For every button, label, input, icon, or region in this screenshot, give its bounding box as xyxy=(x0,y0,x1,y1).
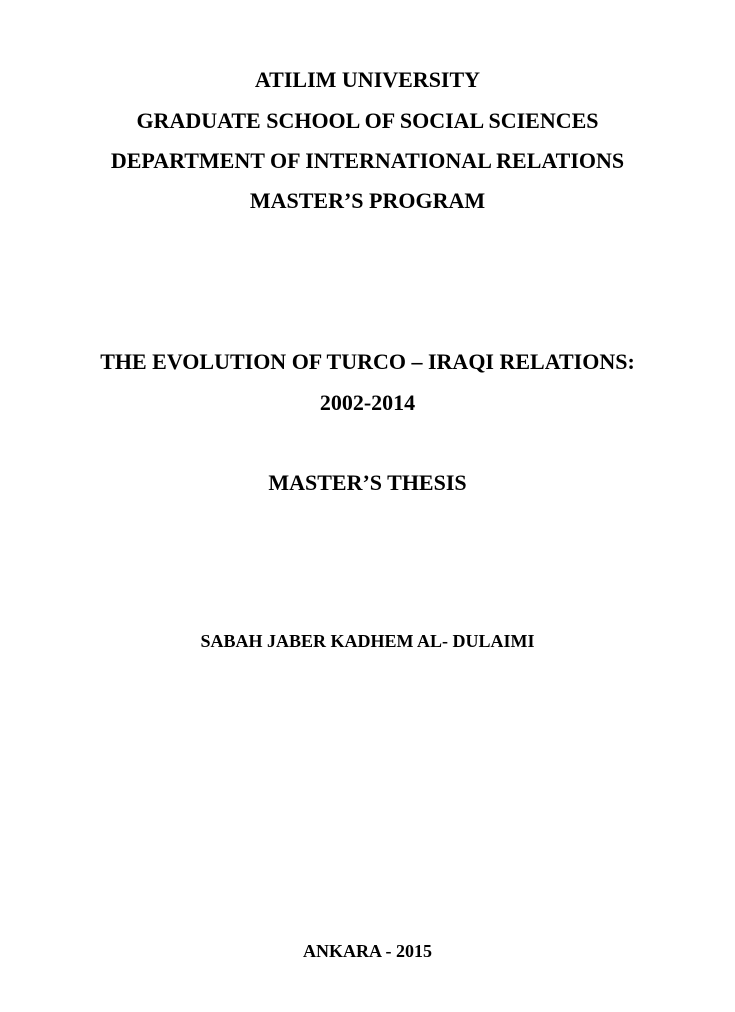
department-name: DEPARTMENT OF INTERNATIONAL RELATIONS xyxy=(110,148,625,173)
school-name: GRADUATE SCHOOL OF SOCIAL SCIENCES xyxy=(136,108,599,133)
thesis-title-line-1: THE EVOLUTION OF TURCO – IRAQI RELATIONS: xyxy=(100,349,635,374)
program-name: MASTER’S PROGRAM xyxy=(249,188,486,213)
thesis-type: MASTER’S THESIS xyxy=(268,470,467,495)
thesis-title-line-2: 2002-2014 xyxy=(319,390,416,415)
place-and-year: ANKARA - 2015 xyxy=(303,941,432,961)
author-name: SABAH JABER KADHEM AL- DULAIMI xyxy=(200,631,535,651)
university-name: ATILIM UNIVERSITY xyxy=(254,67,481,92)
